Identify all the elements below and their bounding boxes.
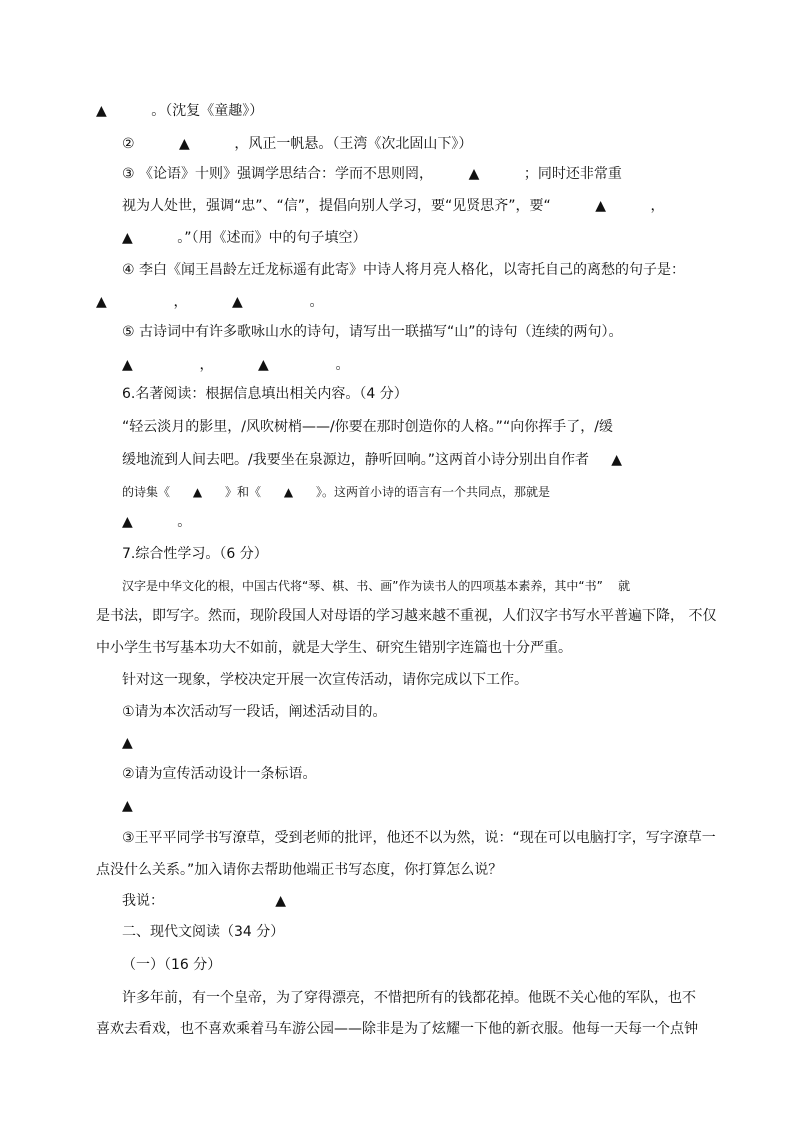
text-line: ③王平平同学书写潦草，受到老师的批评，他还不以为然，说：“现在可以电脑打字，写字潦草一 — [122, 830, 716, 846]
text-line: ③ 《论语》十则》强调学思结合：学而不思则罔， ▲ ；同时还非常重 — [122, 166, 622, 182]
section-heading: 二、现代文阅读（34 分） — [122, 924, 285, 940]
section-heading: （一）（16 分） — [122, 957, 222, 973]
text-line: 许多年前，有一个皇帝，为了穿得漂亮，不惜把所有的钱都花掉。他既不关心他的军队，也不 — [122, 990, 696, 1006]
text-line: 汉字是中华文化的根，中国古代将“琴、棋、书、画”作为读书人的四项基本素养，其中“书” 就 — [122, 579, 631, 593]
text-line: 视为人处世，强调“忠”、“信”，提倡向别人学习，要“见贤思齐”，要“ ▲ ， — [122, 198, 665, 214]
section-heading: 6.名著阅读：根据信息填出相关内容。（4 分） — [122, 386, 408, 402]
text-line: ▲ ， ▲ 。 — [122, 357, 350, 373]
text-line: 是书法，即写字。然而，现阶段国人对母语的学习越来越不重视，人们汉字书写水平普遍下降， 不仅 — [96, 608, 717, 624]
text-line: ▲ ， ▲ 。 — [96, 294, 324, 310]
answer-marker: ▲ — [122, 798, 133, 814]
text-line: ②请为宣传活动设计一条标语。 — [122, 766, 317, 782]
text-line: “轻云淡月的影里，/风吹树梢——/你要在那时创造你的人格。”“向你挥手了，/缓 — [122, 419, 613, 435]
text-line: 我说： ▲ — [122, 893, 287, 909]
text-line: 针对这一现象，学校决定开展一次宣传活动，请你完成以下工作。 — [122, 672, 528, 688]
text-line: ⑤ 古诗词中有许多歌咏山水的诗句，请写出一联描写“山”的诗句（连续的两句）。 — [122, 324, 623, 340]
text-line: 喜欢去看戏，也不喜欢乘着马车游公园——除非是为了炫耀一下他的新衣服。他每一天每一个点钟 — [96, 1021, 698, 1037]
text-line: ▲ 。 — [122, 514, 192, 530]
text-line: ② ▲ ，风正一帆悬。（王湾《次北固山下》） — [122, 136, 473, 152]
text-line: 点没什么关系。”加入请你去帮助他端正书写态度，你打算怎么说？ — [96, 862, 503, 878]
text-line: ④ 李白《闻王昌龄左迁龙标遥有此寄》中诗人将月亮人格化，以寄托自己的离愁的句子是： — [122, 262, 685, 278]
answer-marker: ▲ — [122, 735, 133, 751]
text-line: ▲ 。”（用《述而》中的句子填空） — [122, 230, 367, 246]
text-line: ▲ 。（沈复《童趣》） — [96, 103, 264, 119]
text-line: ①请为本次活动写一段话，阐述活动目的。 — [122, 704, 387, 720]
text-line: 的诗集《 ▲ 》和《 ▲ 》。这两首小诗的语言有一个共同点，那就是 — [122, 485, 551, 499]
text-line: 缓地流到人间去吧。/我要坐在泉源边，静听回响。”这两首小诗分别出自作者 ▲ — [122, 452, 622, 468]
text-line: 中小学生书写基本功大不如前，就是大学生、研究生错别字连篇也十分严重。 — [96, 640, 572, 656]
section-heading: 7.综合性学习。（6 分） — [122, 546, 268, 562]
